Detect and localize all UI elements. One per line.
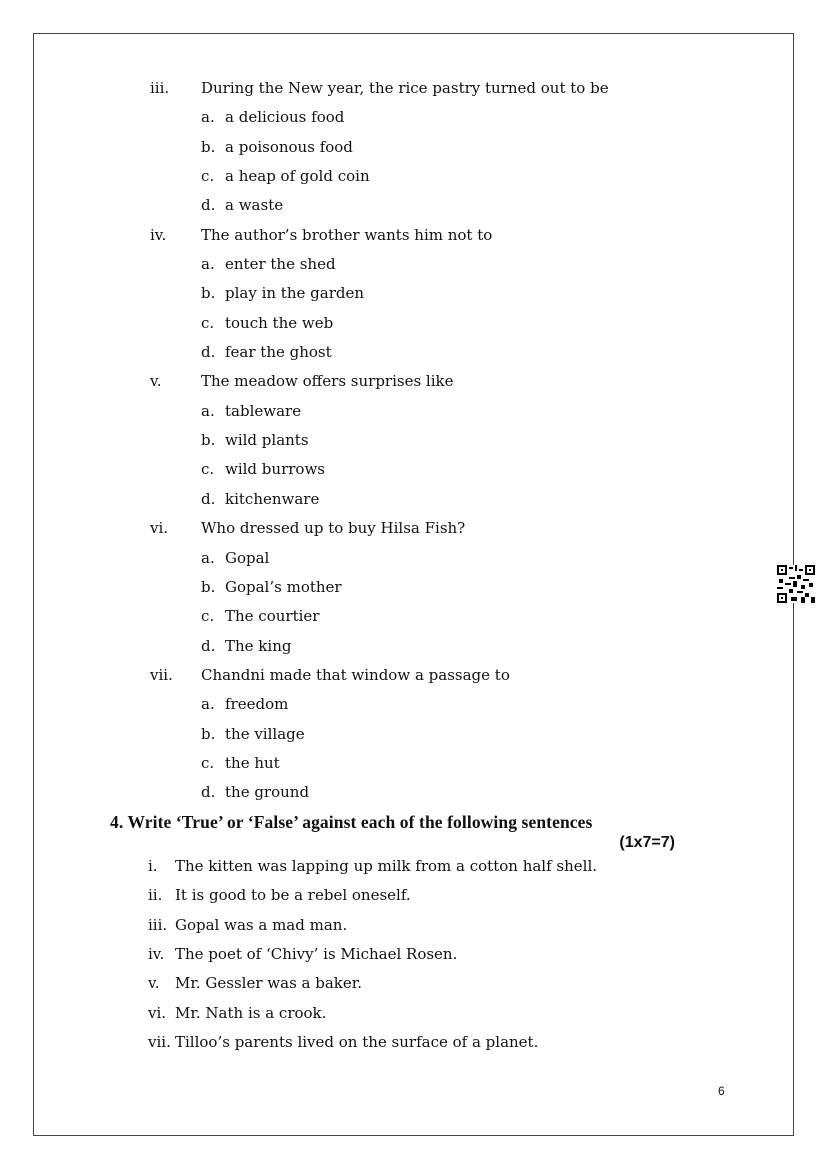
question-number: iv.: [150, 225, 167, 244]
mcq-section: [0, 76, 827, 810]
answer-option-text: wild plants: [225, 431, 309, 450]
true-false-statement-text: It is good to be a rebel oneself.: [175, 886, 411, 905]
answer-option-text: the ground: [225, 783, 310, 802]
answer-option-number: b.: [201, 137, 216, 156]
answer-option: [0, 604, 827, 633]
answer-option: [0, 751, 827, 780]
answer-option: [0, 780, 827, 809]
answer-option-text: play in the garden: [225, 284, 364, 303]
answer-option: [0, 105, 827, 134]
answer-option-number: a.: [201, 108, 215, 127]
question-text: The meadow offers surprises like: [201, 372, 454, 391]
true-false-statement-number: ii.: [148, 886, 163, 905]
true-false-statement-number: i.: [148, 857, 158, 875]
answer-option: [0, 164, 827, 193]
answer-option-number: b.: [201, 724, 216, 743]
true-false-statement-text: Mr. Gessler was a baker.: [175, 974, 363, 993]
true-false-statement-text: Mr. Nath is a crook.: [175, 1003, 327, 1022]
answer-option-text: The king: [225, 636, 292, 655]
answer-option: [0, 575, 827, 604]
answer-option-text: Gopal’s mother: [225, 577, 342, 596]
answer-option: [0, 135, 827, 164]
question-number: vi.: [150, 519, 169, 538]
question-4-heading: 4. Write ‘True’ or ‘False’ against each of the following sentences: [110, 812, 593, 832]
true-false-statement-number: iv.: [148, 945, 165, 964]
answer-option-text: tableware: [225, 401, 302, 420]
answer-option-number: a.: [201, 548, 215, 567]
answer-option-text: the village: [225, 724, 305, 743]
answer-option: [0, 340, 827, 369]
true-false-statement-text: The poet of ‘Chivy’ is Michael Rosen.: [175, 945, 458, 964]
question: [0, 516, 827, 545]
answer-option: [0, 281, 827, 310]
true-false-statement-text: Tilloo’s parents lived on the surface of a planet.: [175, 1033, 539, 1052]
true-false-statement-text: Gopal was a mad man.: [175, 915, 348, 934]
question-text: The author’s brother wants him not to: [201, 225, 493, 244]
answer-option: [0, 692, 827, 721]
answer-option: [0, 193, 827, 222]
answer-option-number: b.: [201, 577, 216, 596]
true-false-statement-number: vii.: [148, 1033, 171, 1052]
true-false-statement: [0, 1001, 827, 1030]
answer-option-number: c.: [201, 313, 215, 332]
question: [0, 76, 827, 105]
answer-option-number: d.: [201, 196, 216, 215]
answer-option: [0, 428, 827, 457]
answer-option-text: a heap of gold coin: [225, 167, 370, 186]
answer-option: [0, 634, 827, 663]
question-number: vii.: [150, 665, 173, 684]
true-false-statement: [0, 883, 827, 912]
true-false-statement: [0, 1030, 827, 1059]
true-false-statement-number: iii.: [148, 915, 168, 934]
answer-option-number: d.: [201, 783, 216, 802]
answer-option-text: Gopal: [225, 548, 270, 567]
answer-option-text: kitchenware: [225, 489, 320, 508]
answer-option-text: a delicious food: [225, 108, 345, 127]
answer-option-number: a.: [201, 401, 215, 420]
answer-option: [0, 457, 827, 486]
question-text: During the New year, the rice pastry turned out to be: [201, 79, 609, 97]
true-false-section: [0, 854, 827, 1059]
answer-option-number: b.: [201, 284, 216, 303]
answer-option-text: enter the shed: [225, 255, 336, 274]
answer-option-number: d.: [201, 343, 216, 362]
answer-option-number: d.: [201, 489, 216, 508]
answer-option-number: c.: [201, 753, 215, 772]
true-false-statement: [0, 971, 827, 1000]
answer-option-text: The courtier: [225, 607, 320, 626]
answer-option: [0, 546, 827, 575]
answer-option-number: b.: [201, 431, 216, 450]
question-text: Who dressed up to buy Hilsa Fish?: [201, 519, 466, 538]
answer-option: [0, 399, 827, 428]
answer-option-number: c.: [201, 607, 215, 626]
true-false-statement: [0, 854, 827, 883]
page-number: 6: [718, 1084, 725, 1098]
answer-option: [0, 252, 827, 281]
true-false-statement: [0, 942, 827, 971]
answer-option-number: c.: [201, 460, 215, 479]
question-text: Chandni made that window a passage to: [201, 665, 510, 684]
answer-option: [0, 722, 827, 751]
true-false-statement-text: The kitten was lapping up milk from a cotton half shell.: [175, 857, 598, 875]
answer-option-text: touch the web: [225, 313, 334, 332]
question-4-marks: (1x7=7): [619, 834, 675, 851]
answer-option-text: the hut: [225, 753, 280, 772]
answer-option-text: fear the ghost: [225, 343, 332, 362]
answer-option-number: a.: [201, 255, 215, 274]
true-false-statement-number: v.: [148, 974, 160, 993]
true-false-statement: [0, 913, 827, 942]
answer-option-text: a waste: [225, 196, 284, 215]
question-number: iii.: [150, 79, 170, 97]
answer-option-number: c.: [201, 167, 215, 186]
answer-option-text: wild burrows: [225, 460, 325, 479]
answer-option: [0, 311, 827, 340]
answer-option-number: a.: [201, 695, 215, 714]
question: [0, 223, 827, 252]
answer-option-text: freedom: [225, 695, 289, 714]
answer-option-number: d.: [201, 636, 216, 655]
qr-code-icon: [777, 565, 815, 603]
answer-option-text: a poisonous food: [225, 137, 353, 156]
question-number: v.: [150, 372, 162, 391]
question: [0, 369, 827, 398]
true-false-statement-number: vi.: [148, 1003, 167, 1022]
answer-option: [0, 487, 827, 516]
question: [0, 663, 827, 692]
